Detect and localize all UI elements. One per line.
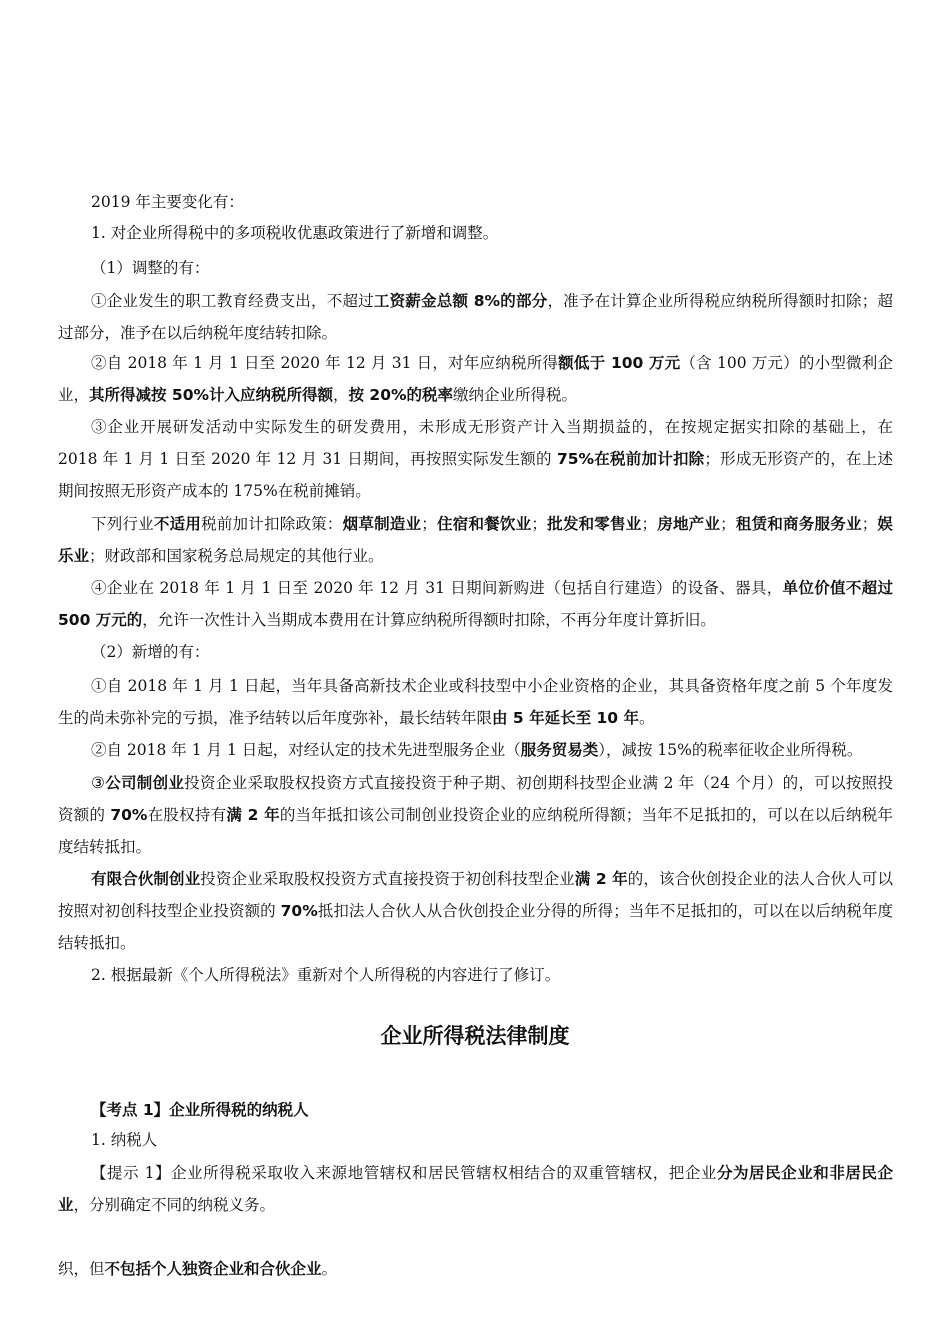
emphasis-text: 住宿和餐饮业 [436,515,532,533]
body-text: ；形成无形资产的，在上述期间按照无形资产成本的 175%在税前摊销。 [58,450,893,500]
body-text: 抵扣法人合伙人从合伙创投企业分得的所得；当年不足抵扣的，可以在以后纳税年度结转抵扣。 [58,902,893,952]
tip-1 [58,1157,893,1221]
emphasis-text: 公司制创业 [105,774,185,792]
emphasis-text: 70% [280,902,318,920]
body-text: ①自 2018 年 1 月 1 日起，当年具备高新技术企业或科技型中小企业资格的企业，其具备资格年度之前 5 个年度发生的尚未弥补完的亏损，准予结转以后年度弥补，最长结转年限 [58,677,893,727]
body-text: 在股权持有 [147,806,227,824]
body-text: ，允许一次性计入当期成本费用在计算应纳税所得额时扣除，不再分年度计算折旧。 [142,611,716,629]
tail-fragment [58,1253,893,1285]
change-item-2: 2. 根据最新《个人所得税法》重新对个人所得税的内容进行了修订。 [91,966,561,984]
body-text: 【提示 1】企业所得税采取收入来源地管辖权和居民管辖权相结合的双重管辖权，把企业 [91,1164,717,1182]
emphasis-text: 批发和零售业 [546,515,642,533]
body-text: ； [531,515,547,533]
body-text: ； [421,515,437,533]
section-title: 企业所得税法律制度 [380,1024,570,1048]
body-text: （含 100 万元）的小型微利企业， [58,354,893,404]
change-item-1: 1. 对企业所得税中的多项税收优惠政策进行了新增和调整。 [91,224,499,242]
changes-heading: 2019 年主要变化有： [91,193,244,211]
emphasis-text: 满 2 年 [574,870,628,888]
body-text: ③ [91,774,106,792]
body-text: 的当年抵扣该公司制创业投资企业的应纳税所得额；当年不足抵扣的，可以在以后纳税年度结转抵扣。 [58,806,893,856]
adjusted-item-2 [58,347,893,411]
body-text: ， [333,386,349,404]
emphasis-text: 分为居民企业和非居民企业 [58,1164,893,1214]
body-text: 织，但 [58,1260,105,1278]
adjusted-item-3 [58,411,893,507]
emphasis-text: 娱乐业 [58,515,893,565]
body-text: 税前加计扣除政策： [201,515,343,533]
adjusted-item-1 [58,285,893,349]
limited-partnership-note [58,863,893,959]
emphasis-text: 75%在税前加计扣除 [556,450,705,468]
emphasis-text: 单位价值不超过 500 万元的 [58,579,893,629]
body-text: ②自 2018 年 1 月 1 日至 2020 年 12 月 31 日，对年应纳税所得 [91,354,559,372]
body-text: 。 [321,1260,338,1278]
emphasis-text: 工资薪金总额 8%的部分 [373,292,548,310]
body-text: ③企业开展研发活动中实际发生的研发费用，未形成无形资产计入当期损益的，在按规定据实扣除的基础上，在 2018 年 1 月 1 日至 2020 年 12 月 31 日期间，再按照实际发生额的 [58,418,893,468]
added-item-2 [58,734,893,766]
body-text: 的，该合伙创投企业的法人合伙人可以按照对初创科技型企业投资额的 [58,870,893,920]
body-text: ； [641,515,657,533]
added-item-3 [58,767,893,863]
body-text: 缴纳企业所得税。 [453,386,578,404]
excluded-industries [58,508,893,572]
body-text: 。 [638,709,655,727]
emphasis-text: 租赁和商务服务业 [735,515,862,533]
body-text: ①企业发生的职工教育经费支出，不超过 [91,292,374,310]
point-1-heading: 【考点 1】企业所得税的纳税人 [91,1101,309,1119]
emphasis-text: 额低于 100 万元 [558,354,681,372]
emphasis-text: 房地产业 [657,515,721,533]
body-text: 投资企业采取股权投资方式直接投资于初创科技型企业 [200,870,575,888]
body-text: 投资企业采取股权投资方式直接投资于种子期、初创期科技型企业满 2 年（24 个月）的，可以按照投资额的 [58,774,893,824]
added-item-1 [58,670,893,734]
body-text: ； [861,515,878,533]
emphasis-text: 由 5 年延长至 10 年 [492,709,639,727]
emphasis-text: 按 20%的税率 [348,386,454,404]
body-text: ④企业在 2018 年 1 月 1 日至 2020 年 12 月 31 日期间新购进（包括自行建造）的设备、器具， [91,579,783,597]
body-text: ；财政部和国家税务总局规定的其他行业。 [89,547,384,565]
body-text: ； [720,515,736,533]
body-text: ，准予在计算企业所得税应纳税所得额时扣除；超过部分，准予在以后纳税年度结转扣除。 [58,292,893,342]
emphasis-text: 服务贸易类 [520,741,599,759]
taxpayer-subheading: 1. 纳税人 [91,1131,158,1149]
body-text: ②自 2018 年 1 月 1 日起，对经认定的技术先进型服务企业（ [91,741,521,759]
emphasis-text: 烟草制造业 [342,515,422,533]
added-label: （2）新增的有： [91,643,210,661]
emphasis-text: 70% [110,806,148,824]
body-text: 下列行业 [91,515,154,533]
body-text: ），减按 15%的税率征收企业所得税。 [598,741,863,759]
adjusted-label: （1）调整的有： [91,259,210,277]
emphasis-text: 其所得减按 50%计入应纳税所得额 [89,386,334,404]
emphasis-text: 有限合伙制创业 [91,870,201,888]
emphasis-text: 满 2 年 [226,806,280,824]
emphasis-text: 不适用 [153,515,202,533]
emphasis-text: 不包括个人独资企业和合伙企业 [104,1260,322,1278]
adjusted-item-4 [58,572,893,636]
body-text: ，分别确定不同的纳税义务。 [73,1196,276,1214]
